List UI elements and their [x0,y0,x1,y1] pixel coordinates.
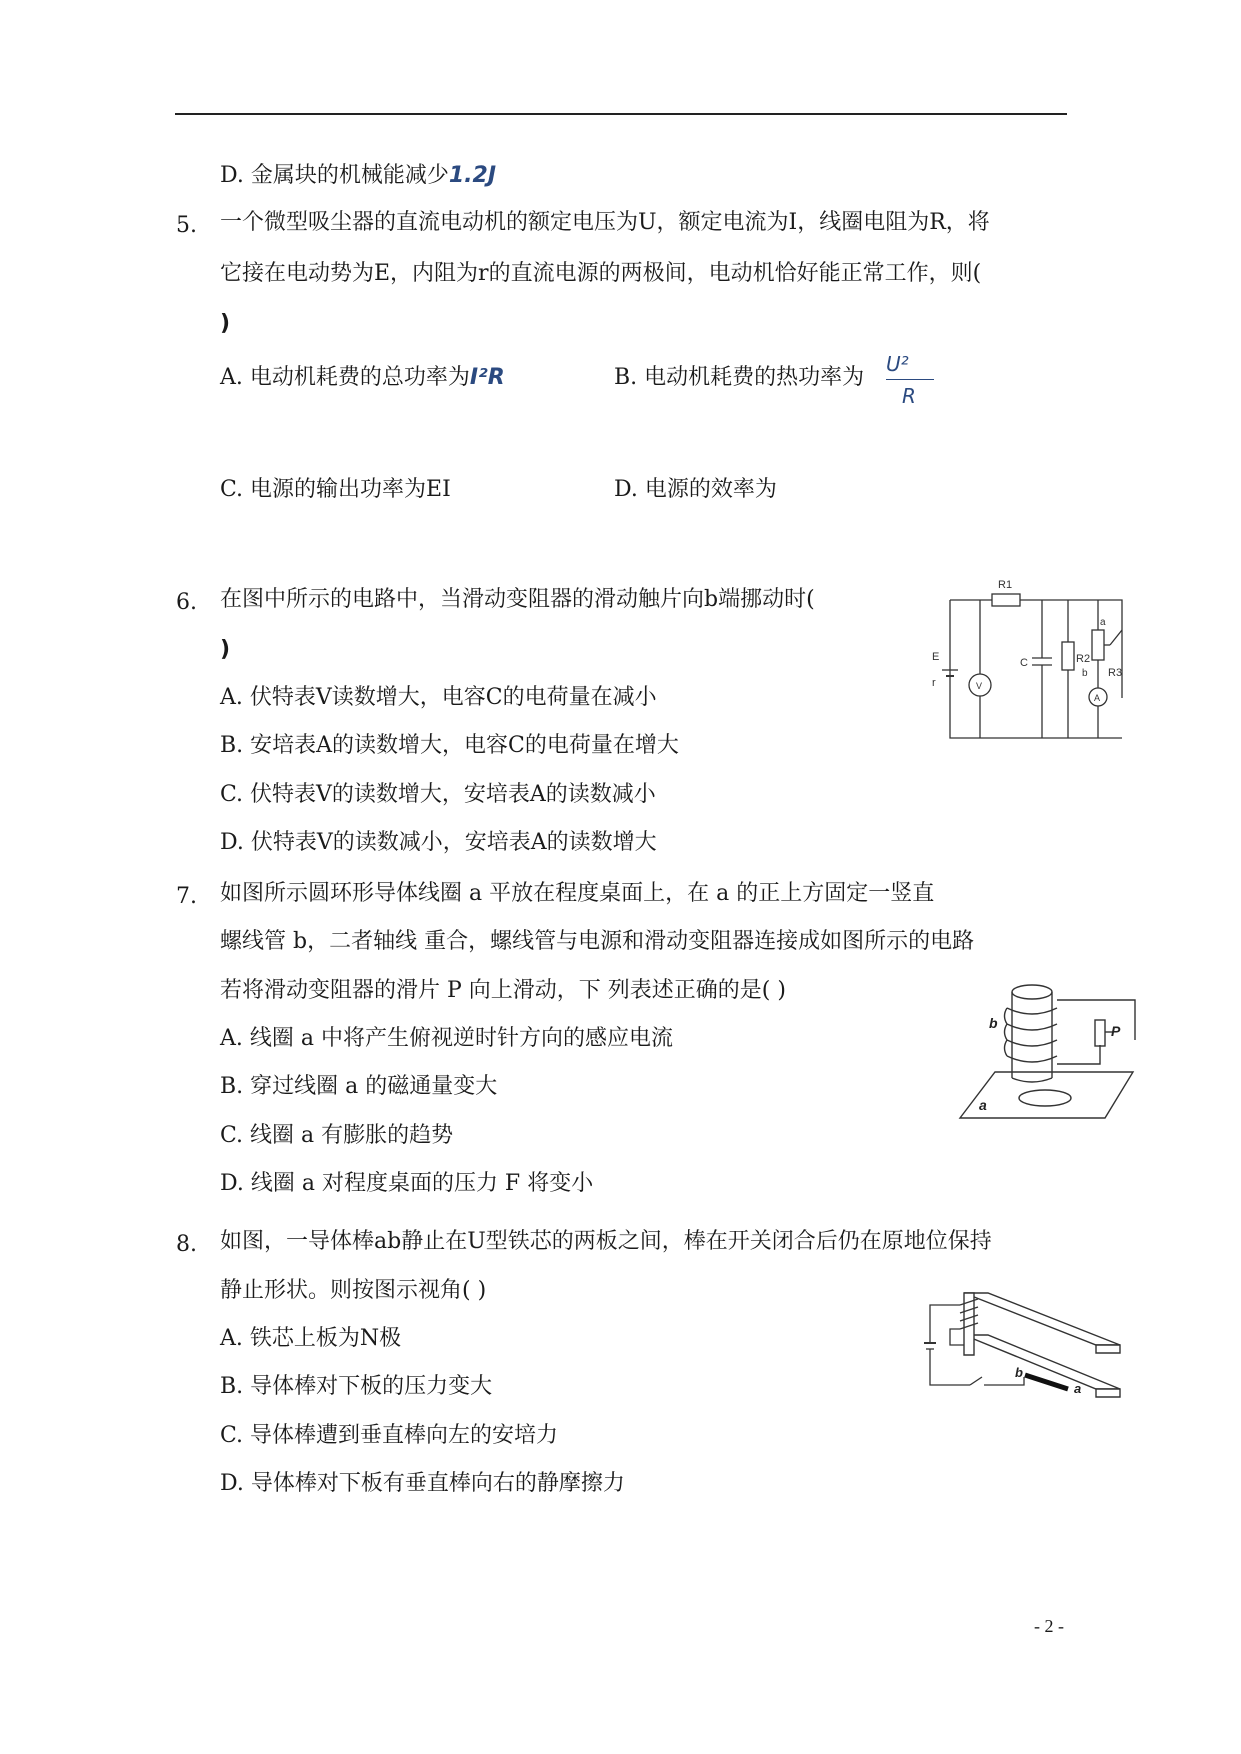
q6-option-d: D. 伏特表V的读数减小，安培表A的读数增大 [220,830,657,855]
q7-rheostat [1095,1020,1105,1046]
q6-resistor-r1 [992,594,1020,606]
q8-number: 8. [176,1232,197,1257]
q7-stem-line2: 螺线管 b，二者轴线 重合，螺线管与电源和滑动变阻器连接成如图所示的电路 [220,929,975,954]
q7-option-b: B. 穿过线圈 a 的磁通量变大 [220,1074,498,1099]
q8-option-b: B. 导体棒对下板的压力变大 [220,1374,493,1399]
q7-solenoid-diagram [955,980,1145,1125]
q5-stem-line1: 一个微型吸尘器的直流电动机的额定电压为U，额定电流为I，线圈电阻为R，将 [220,210,990,235]
q5-option-b: B. 电动机耗费的热功率为 [614,365,865,390]
q7-option-c: C. 线圈 a 有膨胀的趋势 [220,1123,454,1148]
q8-switch [970,1377,982,1385]
q8-option-a: A. 铁芯上板为N极 [220,1326,402,1351]
q6-option-a: A. 伏特表V读数增大，电容C的电荷量在减小 [220,685,657,710]
q8-stem-line2: 静止形状。则按图示视角( ) [220,1278,487,1303]
q5-option-b-fraction-bar [886,379,934,380]
q4-option-d: D. 金属块的机械能减少1.2J [220,163,497,188]
q5-option-d: D. 电源的效率为 [614,477,777,502]
q6-label-c: C [1020,657,1028,669]
q7-option-d: D. 线圈 a 对程度桌面的压力 F 将变小 [220,1171,594,1196]
q6-label-r3: R3 [1108,667,1123,679]
q6-option-b: B. 安培表A的读数增大，电容C的电荷量在增大 [220,733,679,758]
q4-option-d-math: 1.2J [448,163,497,188]
q8-ucore-diagram [920,1285,1130,1410]
q6-circuit-diagram [920,570,1140,740]
page-number: - 2 - [1034,1616,1064,1636]
q6-label-ammeter: A [1094,693,1101,703]
q6-stem-line1: 在图中所示的电路中，当滑动变阻器的滑动触片向b端挪动时( [220,587,815,612]
q6-label-e: E [932,651,940,663]
q5-option-c: C. 电源的输出功率为EI [220,477,451,502]
q6-rheostat-r3 [1092,630,1104,660]
q6-label-v: V [976,681,983,691]
q7-label-a: a [979,1097,987,1113]
q7-label-p: P [1111,1023,1121,1039]
q8-option-d: D. 导体棒对下板有垂直棒向右的静摩擦力 [220,1471,625,1496]
q7-label-b: b [989,1015,998,1031]
q6-number: 6. [176,590,197,615]
q7-number: 7. [176,884,197,909]
q6-option-c: C. 伏特表V的读数增大，安培表A的读数减小 [220,782,656,807]
q7-ring-a [1019,1090,1071,1106]
q5-option-b-numerator: U² [886,352,909,376]
q6-label-r2: R2 [1076,653,1091,665]
q8-label-b: b [1015,1365,1023,1380]
q8-rod-ab [1025,1375,1068,1389]
q8-label-a: a [1074,1381,1082,1396]
q5-number: 5. [176,213,197,238]
q8-stem-line1: 如图，一导体棒ab静止在U型铁芯的两板之间，棒在开关闭合后仍在原地位保持 [220,1229,992,1254]
q6-label-a: a [1100,617,1106,628]
q5-option-b-denominator: R [902,384,916,408]
q6-resistor-r2 [1062,642,1074,670]
header-rule [175,113,1067,115]
q6-label-r: r [932,677,936,689]
q7-option-a: A. 线圈 a 中将产生俯视逆时针方向的感应电流 [220,1026,673,1051]
q5-stem-line3: ) [220,311,231,336]
q5-stem-line2: 它接在电动势为E，内阻为r的直流电源的两极间，电动机恰好能正常工作，则( [220,261,982,286]
q6-label-b: b [1082,668,1088,679]
q6-label-r1: R1 [998,579,1013,591]
q5-option-a: A. 电动机耗费的总功率为I²R [220,365,505,390]
q8-option-c: C. 导体棒遭到垂直棒向左的安培力 [220,1423,559,1448]
q7-stem-line1: 如图所示圆环形导体线圈 a 平放在程度桌面上，在 a 的正上方固定一竖直 [220,881,935,906]
q5-option-a-math: I²R [469,365,505,390]
q6-stem-line2: ) [220,637,231,662]
q7-stem-line3: 若将滑动变阻器的滑片 P 向上滑动，下 列表述正确的是( ) [220,978,786,1003]
